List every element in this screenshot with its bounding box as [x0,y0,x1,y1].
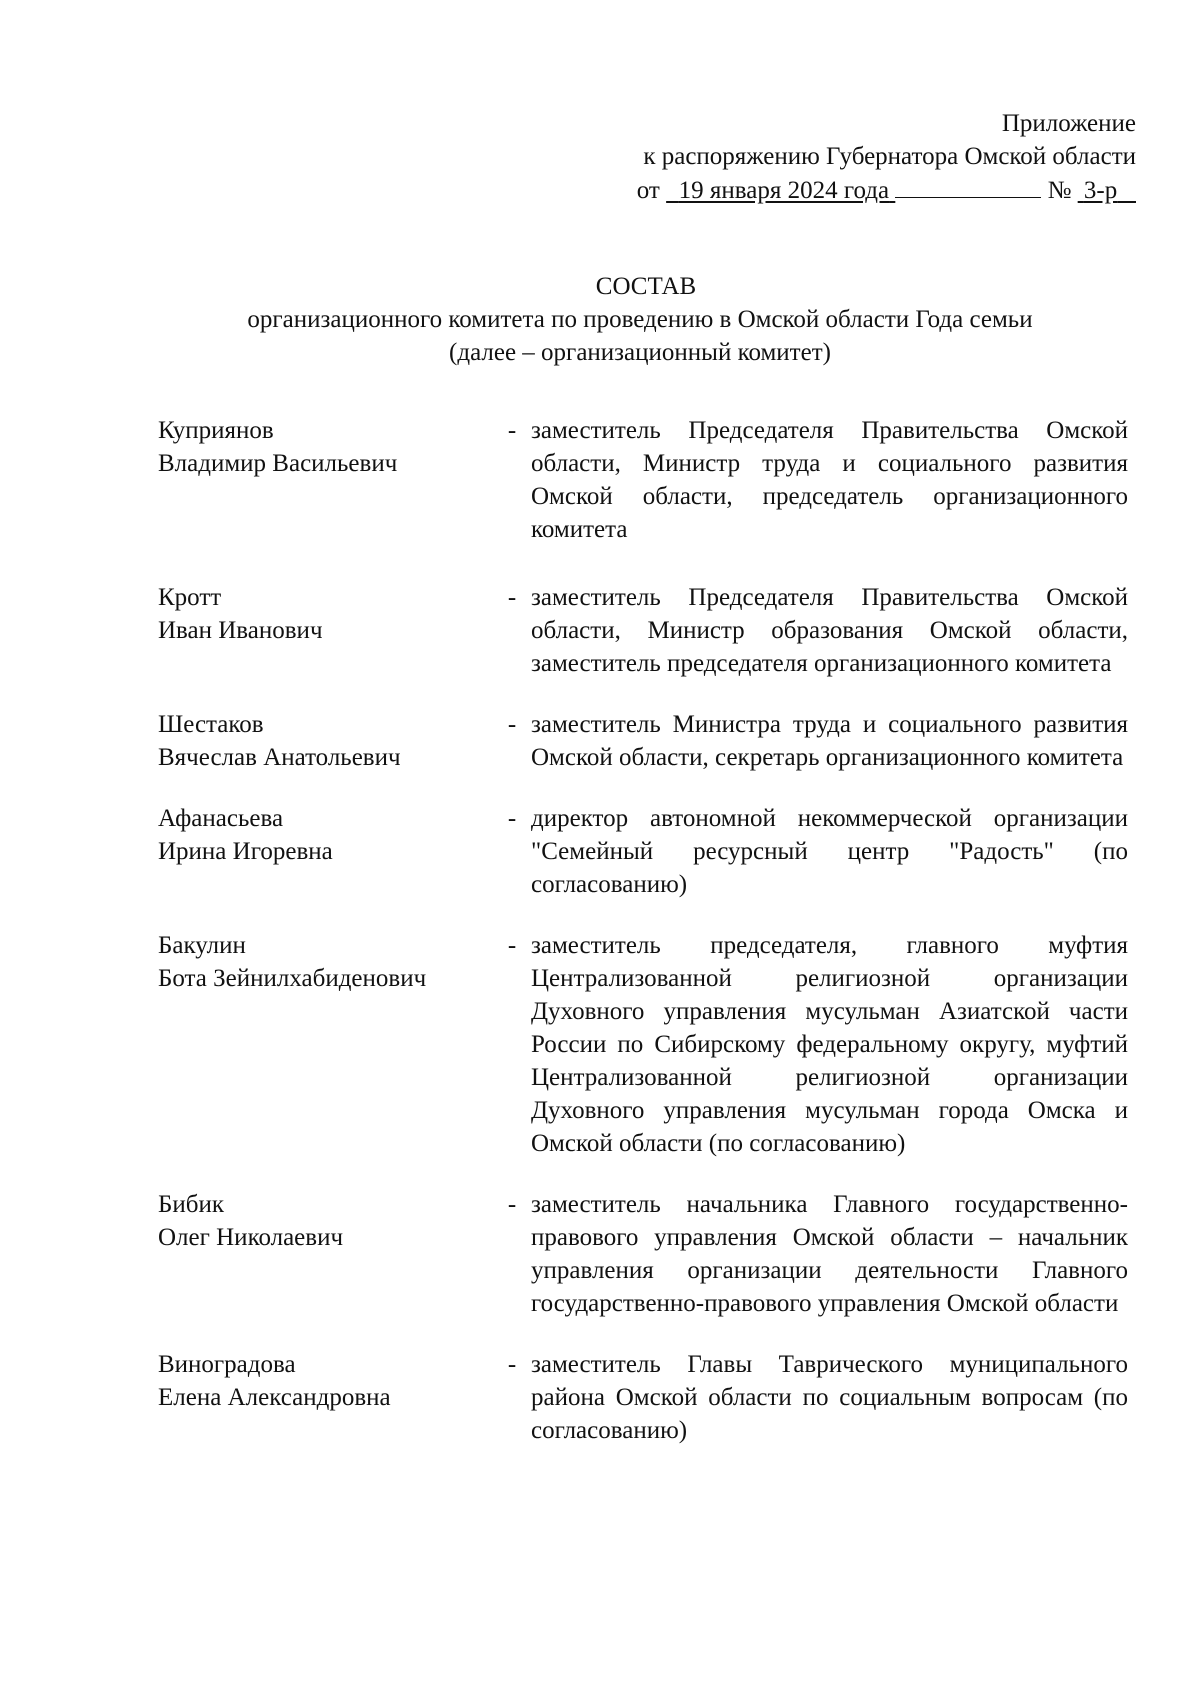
member-separator: - [507,711,517,738]
member-name [158,708,493,774]
member-surname: Куприянов [158,417,274,444]
member-given-names: Вячеслав Анатольевич [158,744,401,771]
member-surname: Бакулин [158,932,246,959]
date-underline [895,173,1041,198]
appendix-label: Приложение [1001,110,1136,137]
member-surname: Виноградова [158,1351,296,1378]
appendix-date-line [376,173,1136,207]
document-title [0,270,1200,369]
document-date: 19 января 2024 года [678,177,890,204]
document-number: 3-р [1083,177,1118,204]
member-surname: Бибик [158,1191,224,1218]
member-name [158,929,493,1160]
member-given-names: Бота Зейнилхабиденович [158,965,427,992]
member-given-names: Олег Николаевич [158,1224,344,1251]
member-given-names: Иван Иванович [158,617,323,644]
date-prefix: от [636,177,660,204]
member-surname: Афанасьева [158,805,284,832]
member-position: заместитель Министра труда и социального развития Омской области, секретарь организационного комитета [531,711,1128,771]
member-name [158,1188,493,1320]
member-row [158,414,1128,546]
member-row [158,1188,1128,1320]
title-subject: организационного комитета по проведению в Омской области Года семьи [247,306,1033,333]
members-list [158,414,1128,1447]
title-main: СОСТАВ [595,273,697,300]
document-header [376,107,1136,207]
member-row [158,708,1128,774]
member-separator: - [507,1351,517,1378]
member-surname: Шестаков [158,711,264,738]
member-row [158,802,1128,901]
member-separator: - [507,1191,517,1218]
member-position: заместитель Председателя Правительства Омской области, Министр образования Омской области, заместитель председателя организационного комитета [531,584,1128,677]
member-position: директор автономной некоммерческой организации "Семейный ресурсный центр "Радость" (по согласованию) [531,805,1128,898]
member-given-names: Ирина Игоревна [158,838,333,865]
member-separator: - [507,417,517,444]
member-position: заместитель начальника Главного государственно-правового управления Омской области – начальник управления организации деятельности Главного государственно-правового управления Омской области [531,1191,1128,1317]
member-separator: - [507,805,517,832]
title-note: (далее – организационный комитет) [449,339,831,366]
number-prefix: № [1047,177,1072,204]
member-position: заместитель председателя, главного муфтия Централизованной религиозной организации Духовного управления мусульман Азиатской части России по Сибирскому федеральному округу, муфтий Централизованной религиозной организации Духовного управления мусульман города Омска и Омской области (по согласованию) [531,932,1128,1157]
member-position: заместитель Главы Таврического муниципального района Омской области по социальным вопросам (по согласованию) [531,1351,1128,1444]
member-given-names: Елена Александровна [158,1384,391,1411]
appendix-reference: к распоряжению Губернатора Омской области [643,143,1136,170]
member-name [158,414,493,546]
member-separator: - [507,932,517,959]
member-row [158,929,1128,1160]
member-row [158,581,1128,680]
member-name [158,581,493,680]
member-name [158,1348,493,1447]
member-row [158,1348,1128,1447]
member-position: заместитель Председателя Правительства Омской области, Министр труда и социального развития Омской области, председатель организационного комитета [531,417,1128,543]
member-surname: Кротт [158,584,222,611]
member-name [158,802,493,901]
member-separator: - [507,584,517,611]
member-given-names: Владимир Васильевич [158,450,398,477]
